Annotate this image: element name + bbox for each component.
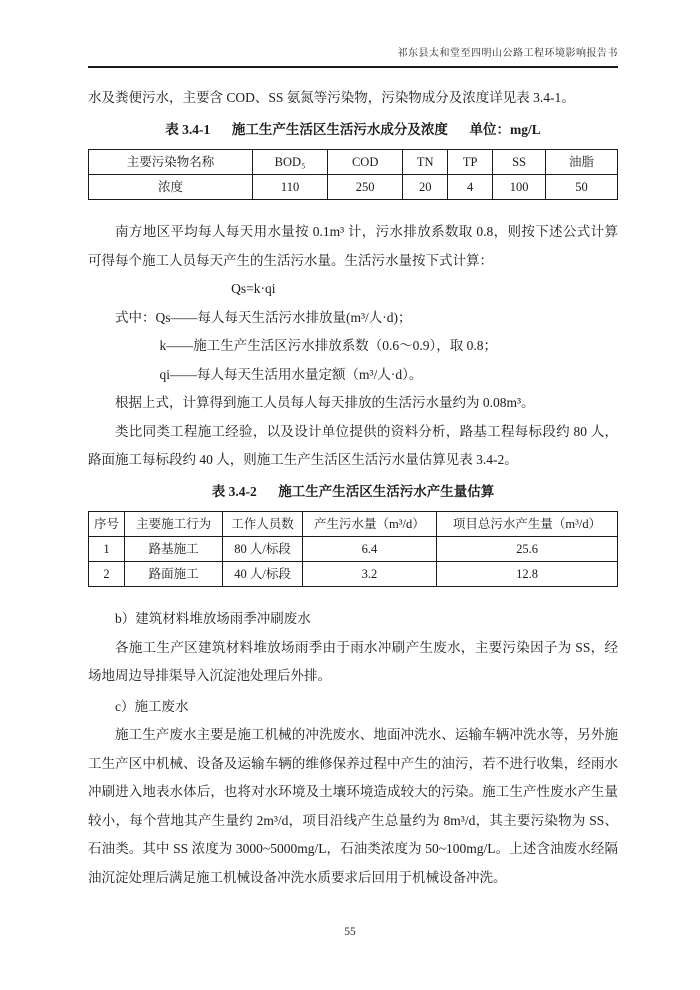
table1-caption-unit: 单位：mg/L (469, 121, 541, 137)
table2-header-index: 序号 (89, 512, 125, 537)
table1-header-oil: 油脂 (546, 150, 618, 175)
paragraph-analogy: 类比同类工程施工经验，以及设计单位提供的资料分析，路基工程每标段约 80 人，路面施工每标段约 40 人，则施工生产生活区生活污水量估算见表 3.4-2。 (88, 423, 618, 467)
definition-qs: 式中：Qs——每人每天生活污水排放量(m³/人·d)； (115, 309, 412, 325)
table1-caption-title: 施工生产生活区生活污水成分及浓度 (231, 121, 448, 137)
table2-r2-index: 2 (89, 562, 125, 587)
table1-value-ss: 100 (493, 175, 546, 200)
page-content (88, 84, 618, 892)
table2-r1-workers: 80 人/标段 (223, 537, 302, 562)
page-header (88, 44, 618, 68)
section-c-title: c）施工废水 (115, 698, 189, 714)
table1-header-ss: SS (493, 150, 546, 175)
paragraph-water-usage: 南方地区平均每人每天用水量按 0.1m³ 计，污水排放系数取 0.8，则按下述公式计算可得每个施工人员每天产生的生活污水量。生活污水量按下式计算： (88, 224, 618, 268)
table2-r2-workers: 40 人/标段 (223, 562, 302, 587)
table2-caption-label: 表 3.4-2 (211, 483, 257, 499)
table2-caption (88, 478, 618, 507)
table1-value-cod: 250 (328, 175, 403, 200)
table-header-row (89, 150, 618, 175)
table-row (89, 537, 618, 562)
table2-header-activity: 主要施工行为 (124, 512, 222, 537)
table-row (89, 175, 618, 200)
table1-header-tp: TP (448, 150, 493, 175)
table2-caption-title: 施工生产生活区生活污水产生量估算 (278, 483, 495, 499)
table2-header-workers: 工作人员数 (223, 512, 302, 537)
table-3-4-1 (88, 149, 618, 200)
definition-k: k——施工生产生活区污水排放系数（0.6～0.9），取 0.8； (159, 338, 498, 353)
table2-r2-activity: 路面施工 (124, 562, 222, 587)
paragraph-rain-wash: 各施工生产区建筑材料堆放场雨季由于雨水冲刷产生废水，主要污染因子为 SS，经场地周边导排渠导入沉淀池处理后外排。 (88, 639, 618, 683)
header-title: 祁东县太和堂至四明山公路工程环境影响报告书 (397, 48, 618, 59)
table1-header-pollutant: 主要污染物名称 (89, 150, 253, 175)
table2-r2-total: 12.8 (437, 562, 618, 587)
table1-value-bod5: 110 (253, 175, 328, 200)
table2-r2-sewage: 3.2 (302, 562, 436, 587)
table1-header-cod: COD (328, 150, 403, 175)
table-header-row (89, 512, 618, 537)
formula-qs: Qs=k·qi (231, 281, 276, 296)
table2-header-total: 项目总污水产生量（m³/d） (437, 512, 618, 537)
paragraph-intro: 水及粪便污水，主要含 COD、SS 氨氮等污染物，污染物成分及浓度详见表 3.4-1。 (88, 90, 575, 105)
page-number: 55 (344, 926, 356, 938)
table1-header-bod5: BOD₅ (253, 150, 328, 175)
paragraph-result: 根据上式，计算得到施工人员每人每天排放的生活污水量约为 0.08m³。 (115, 395, 535, 410)
table1-value-oil: 50 (546, 175, 618, 200)
table-3-4-2 (88, 511, 618, 587)
table1-caption-label: 表 3.4-1 (165, 121, 211, 137)
table2-r1-index: 1 (89, 537, 125, 562)
table1-row-label: 浓度 (89, 175, 253, 200)
table2-r1-sewage: 6.4 (302, 537, 436, 562)
table2-r1-activity: 路基施工 (124, 537, 222, 562)
table2-header-sewage: 产生污水量（m³/d） (302, 512, 436, 537)
section-b-title: b）建筑材料堆放场雨季冲刷废水 (115, 611, 311, 626)
table-row (89, 562, 618, 587)
paragraph-construction-wastewater: 施工生产废水主要是施工机械的冲洗废水、地面冲洗水、运输车辆冲洗水等，另外施工生产区中机械、设备及运输车辆的维修保养过程中产生的油污，若不进行收集，经雨水冲刷进入地表水体后，也将对水环境及土壤环境造成较大的污染。施工生产性废水产生量较小，每个营地其产生量约 2m³/d，项目沿线产生总量约为 8m³/d，其主要污染物为 SS、石油类。其中 SS 浓度为 3000~5000mg/L，石油类浓度为 50~100mg/L。上述含油废水经隔油沉淀处理后满足施工机械设备冲洗水质要求后回用于机械设备冲洗。 (88, 727, 618, 885)
table1-caption (88, 116, 618, 145)
table2-r1-total: 25.6 (437, 537, 618, 562)
table1-value-tp: 4 (448, 175, 493, 200)
table1-header-tn: TN (403, 150, 448, 175)
table1-value-tn: 20 (403, 175, 448, 200)
definition-qi: qi——每人每天生活用水量定额（m³/人·d）。 (159, 366, 423, 382)
